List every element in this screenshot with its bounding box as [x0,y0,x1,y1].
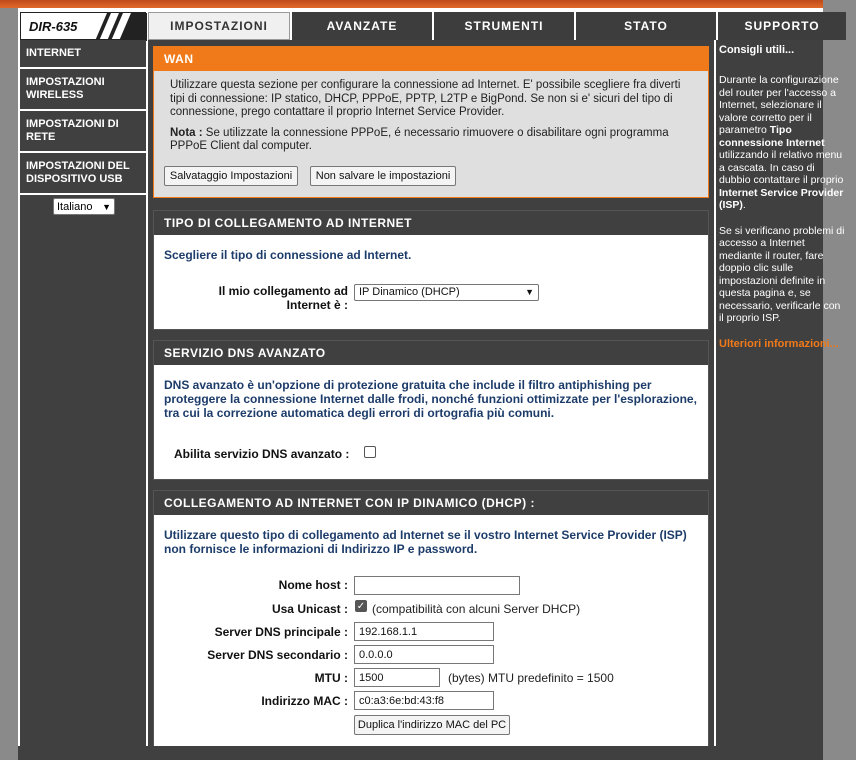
header [18,12,823,40]
tab-stato[interactable]: STATO [574,12,716,40]
host-name-label: Nome host : [278,578,348,592]
dns1-label: Server DNS principale : [214,625,348,639]
dhcp-intro: Utilizzare questo tipo di collegamento ad Internet se il vostro Internet Service Provider (ISP) non fornisce le informazioni di Indirizzo IP e password. [164,528,687,556]
wan-section [153,46,709,198]
model-name: DIR-635 [29,19,78,34]
wan-title: WAN [154,47,708,71]
connection-type-label: Il mio collegamento ad Internet è : [218,284,348,312]
connection-type-select[interactable] [354,284,539,301]
unicast-label: Usa Unicast : [271,602,348,616]
hints-paragraph-2: Se si verificano problemi di accesso a Internet mediante il router, fare doppio clic sulle impostazioni definite in questa pagina e, se necessario, verificarle con il proprio ISP. [719,224,845,324]
mac-input[interactable]: c0:a3:6e:bd:43:f8 [354,691,494,710]
connection-type-value: IP Dinamico (DHCP) [359,286,460,298]
tab-supporto[interactable]: SUPPORTO [716,12,846,40]
bottom-bar [18,746,823,760]
save-settings-button[interactable]: Salvataggio Impostazioni [164,166,298,186]
connection-type-section [153,210,709,330]
model-logo [20,12,146,40]
more-info-link[interactable]: Ulteriori informazioni... [719,337,839,350]
wan-note [154,127,708,154]
language-select[interactable] [53,198,115,215]
unicast-checkbox[interactable]: ✓ [356,601,366,612]
sidebar-item-internet[interactable]: INTERNET [20,40,146,69]
dhcp-section [153,490,709,755]
router-frame [18,8,845,760]
unicast-note: (compatibilità con alcuni Server DHCP) [372,602,581,616]
mtu-input[interactable]: 1500 [354,668,440,687]
sidebar-item-wireless[interactable]: IMPOSTAZIONI WIRELESS [20,69,146,111]
wan-note-text: Se utilizzate la connessione PPPoE, é necessario rimuovere o disabilitare ogni programma PPPoE Client dal computer. [170,126,669,152]
dns1-input[interactable]: 192.168.1.1 [354,622,494,641]
dns2-label: Server DNS secondario : [207,648,348,662]
host-name-input[interactable] [354,576,520,595]
top-stripe [0,0,823,8]
wan-description: Utilizzare questa sezione per configurare la connessione ad Internet. E' possibile scegliere fra diverti tipi di connessione: IP statico, DHCP, PPPoE, PPTP, L2TP e BigPond. Se non si e' sicuri del tipo di connessione, prego contattare il proprio Internet Service Provider. [170,79,681,118]
logo-slashes-icon [87,13,147,41]
hints-text: Durante la configurazione del router per l'accesso a Internet, selezionare il valore corretto per il parametro [719,74,839,136]
main-content [148,40,714,758]
mtu-note: (bytes) MTU predefinito = 1500 [448,671,614,685]
dns-enable-label: Abilita servizio DNS avanzato : [174,447,350,461]
mac-label: Indirizzo MAC : [261,694,348,708]
dns2-input[interactable]: 0.0.0.0 [354,645,494,664]
chevron-down-icon: ▼ [102,202,111,212]
hints-bold: Internet Service Provider (ISP) [719,186,844,211]
dont-save-button[interactable]: Non salvare le impostazioni [310,166,456,186]
sidebar-item-network[interactable]: IMPOSTAZIONI DI RETE [20,111,146,153]
dns-title: SERVIZIO DNS AVANZATO [154,341,708,365]
clone-mac-button[interactable]: Duplica l'indirizzo MAC del PC [354,715,510,735]
hints-text: . [742,199,746,211]
hints-panel [716,40,845,758]
tab-avanzate[interactable]: AVANZATE [290,12,432,40]
tab-impostazioni[interactable]: IMPOSTAZIONI [148,12,290,40]
dhcp-title: COLLEGAMENTO AD INTERNET CON IP DINAMICO (DHCP) : [154,491,708,515]
mtu-label: MTU : [314,671,348,685]
hints-paragraph-1 [716,74,846,212]
tab-strumenti[interactable]: STRUMENTI [432,12,574,40]
connection-type-title: TIPO DI COLLEGAMENTO AD INTERNET [154,211,708,235]
hints-bold: Tipo connessione Internet [719,124,825,149]
sidebar-item-usb[interactable]: IMPOSTAZIONI DEL DISPOSITIVO USB [20,153,146,195]
dns-intro: DNS avanzato è un'opzione di protezione gratuita che include il filtro antiphishing per proteggere la connessione Internet dalle frodi, nonché funzioni ottimizzate per l'esplorazione, tra cui la correzione automatica degli errori di ortografia più comuni. [164,378,697,420]
hints-title: Consigli utili... [719,44,795,56]
dns-enable-checkbox[interactable] [364,446,376,458]
wan-note-label: Nota : [170,126,203,139]
hints-text: utilizzando il relativo menu a cascata. In caso di dubbio contattare il proprio [719,149,844,186]
connection-type-intro: Scegliere il tipo di connessione ad Internet. [164,248,412,262]
chevron-down-icon: ▼ [525,287,534,297]
language-value: Italiano [57,200,93,213]
sidebar [20,40,146,758]
dns-section [153,340,709,480]
